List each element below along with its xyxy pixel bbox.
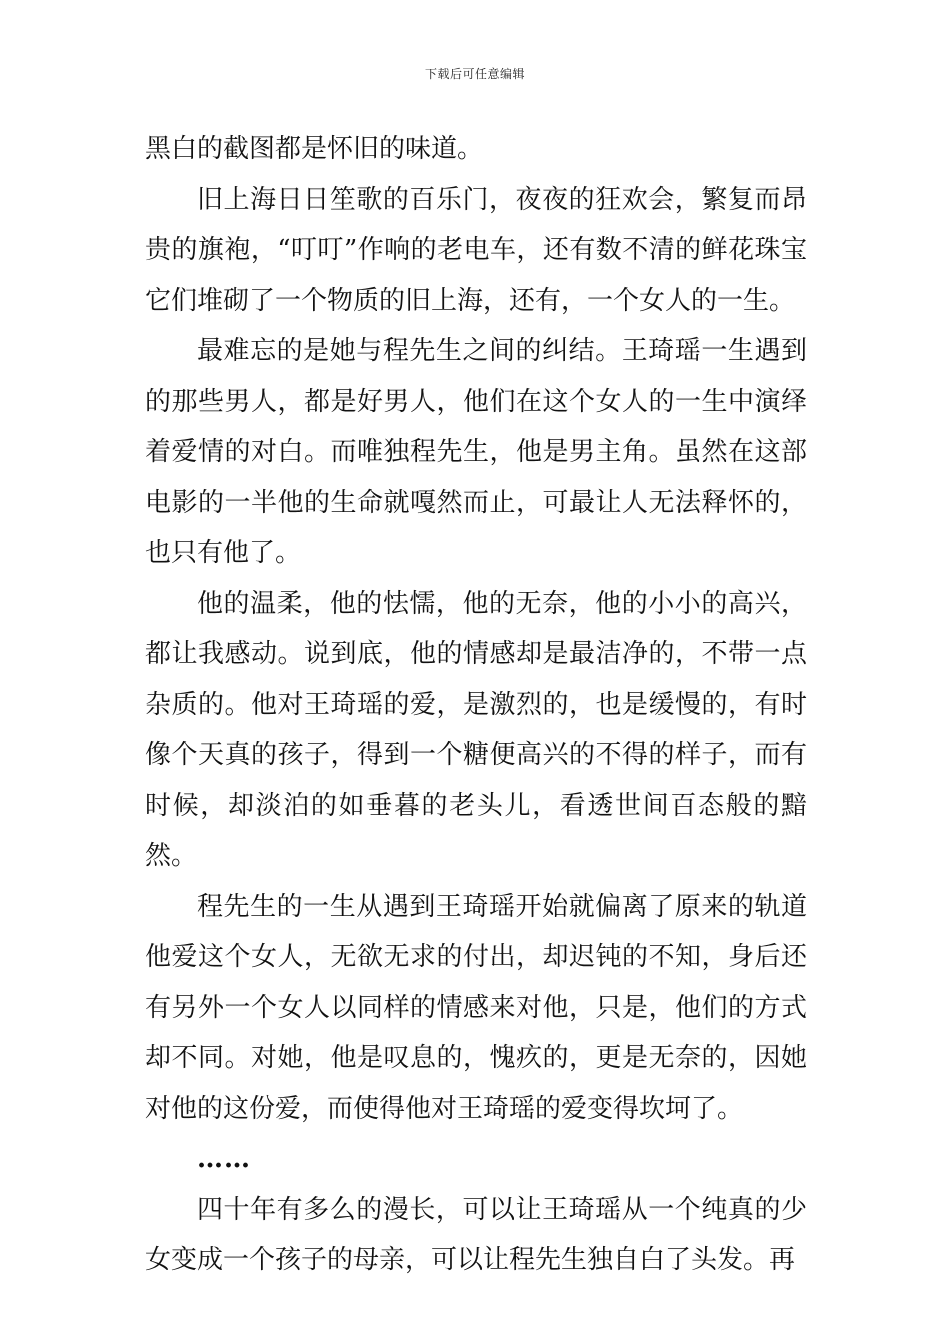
paragraph-3: 最难忘的是她与程先生之间的纠结。王琦瑶一生遇到的那些男人，都是好男人，他们在这个女人的一生中演绎着爱情的对白。而唯独程先生，他是男主角。虽然在这部电影的一半他的生命就嘎然而止，可最让人无法释怀的，也只有他了。	[145, 336, 807, 568]
document-body	[145, 124, 807, 1286]
paragraph-1: 黑白的截图都是怀旧的味道。	[145, 134, 484, 164]
paragraph-4: 他的温柔，他的怯懦，他的无奈，他的小小的高兴，都让我感动。说到底，他的情感却是最洁净的，不带一点杂质的。他对王琦瑶的爱，是激烈的，也是缓慢的，有时像个天真的孩子，得到一个糖便高兴的不得的样子，而有时候，却淡泊的如垂暮的老头儿，看透世间百态般的黯然。	[145, 588, 807, 871]
ellipsis-separator: ……	[197, 1144, 251, 1174]
paragraph-6: 四十年有多么的漫长，可以让王琦瑶从一个纯真的少女变成一个孩子的母亲，可以让程先生独自白了头发。再	[145, 1194, 807, 1275]
paragraph-2: 旧上海日日笙歌的百乐门，夜夜的狂欢会，繁复而昂贵的旗袍，“叮叮”作响的老电车，还有数不清的鲜花珠宝它们堆砌了一个物质的旧上海，还有，一个女人的一生。	[145, 184, 807, 316]
page-header-note: 下载后可任意编辑	[424, 67, 525, 81]
paragraph-5: 程先生的一生从遇到王琦瑶开始就偏离了原来的轨道他爱这个女人，无欲无求的付出，却迟钝的不知，身后还有另外一个女人以同样的情感来对他，只是，他们的方式却不同。对她，他是叹息的，愧疚的，更是无奈的，因她对他的这份爱，而使得他对王琦瑶的爱变得坎坷了。	[145, 891, 807, 1124]
